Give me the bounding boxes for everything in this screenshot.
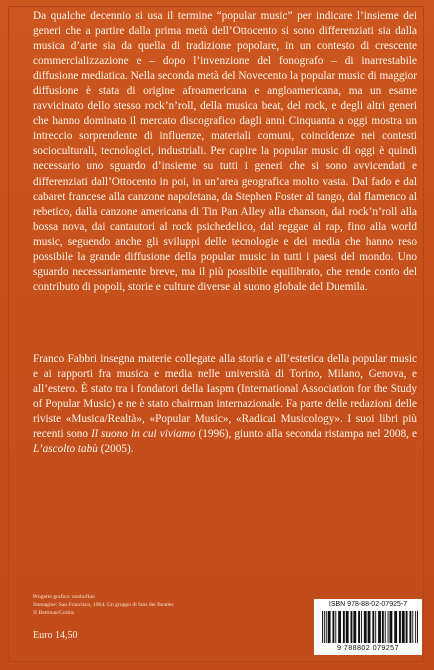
- author-bio: [33, 352, 417, 457]
- barcode-bar: [417, 611, 418, 643]
- barcode-bar: [358, 611, 360, 643]
- barcode-bar: [326, 611, 327, 643]
- book-blurb: Da qualche decennio si usa il termine “popular music” per indicare l’insieme dei generi che a partire dalla prima metà dell’Ottocento si sono differenziati sia dalla musica d’arte sia da quella di tradizione popolare, in un contesto di crescente commercializzazione e – dopo l’invenzione del fonografo – di inarrestabile diffusione mediatica. Nella seconda metà del Novecento la popular music di maggior diffusione è stata di origine afroamericana e angloamericana, ma un esame ravvicinato dello stesso rock’n’roll, della musica beat, del rock, e degli altri generi che hanno dominato il mercato discografico dagli anni Cinquanta a oggi mostra un intreccio sorprendente di influenze, materiali comuni, coincidenze nei contesti socioculturali, tecnologici, industriali. Per capire la popular music di oggi è quindi necessario uno sguardo d’insieme su tutti i generi che si sono avvicendati e differenziati dall’Ottocento in poi, in un’area geografica molto vasta. Dal fado e dal cabaret francese alla canzone napoletana, da Stephen Foster al tango, dal flamenco al rebetico, dalla canzone americana di Tin Pan Alley alla chanson, dal rock’n’roll alla bossa nova, dai cantautori al rock psichedelico, dal reggae al rap, fino alla world music, seguendo anche gli sviluppi delle tecnologie e dei media che hanno reso possibile la grande diffusione della popular music in tutti i paesi del mondo. Uno sguardo necessariamente breve, ma il più possibile equilibrato, che rende conto del contributo di popoli, storie e culture diverse al suono globale del Duemila.: [33, 10, 417, 293]
- barcode-bar: [382, 611, 384, 643]
- isbn-number: ISBN 978-88-02-07925-7: [328, 601, 408, 608]
- barcode-digits: 9 788802 079257: [337, 643, 399, 652]
- barcode-bar: [324, 611, 325, 643]
- barcode-bar: [353, 611, 356, 643]
- barcode-bar: [338, 611, 341, 643]
- barcode-bar: [412, 611, 413, 643]
- barcode-bar: [388, 611, 389, 643]
- barcode-bar: [406, 611, 408, 643]
- book-title-1: Il suono in cui viviamo: [91, 428, 196, 441]
- barcode-bar: [335, 611, 336, 643]
- barcode-bar: [328, 611, 331, 643]
- barcode-bar: [385, 611, 386, 643]
- bio-text-before: Franco Fabbri insegna materie collegate alla storia e all’estetica della popular music e ai rapporti fra musica e media nelle università di Torino, Milano, Genova, e all’estero. È stato tra i fondatori della Iaspm (International Association for the Study of Popular Music) e ne è stato chairman internazionale. Fa parte delle redazioni delle riviste «Musica/Realtà», «Popular Music», «Radical Musicology». I suoi libri più recenti sono: [33, 353, 417, 441]
- credit-image: Immagine: San Francisco, 1964. Un gruppo di fans dei Beatles: [33, 602, 174, 608]
- barcode-bar: [399, 611, 401, 643]
- barcode-bar: [409, 611, 411, 643]
- barcode-bar: [361, 611, 362, 643]
- barcode-bar: [394, 611, 397, 643]
- credit-copyright: © Bettman/Corbis: [33, 610, 75, 616]
- credit-design: Progetto grafico: studiofluo: [33, 594, 95, 600]
- barcode-bar: [368, 611, 371, 643]
- barcode-bar: [378, 611, 381, 643]
- barcode-bar: [351, 611, 353, 643]
- isbn-barcode: [314, 599, 422, 655]
- image-credits: [33, 593, 273, 617]
- barcode-bar: [372, 611, 374, 643]
- price-label: Euro 14,50: [33, 630, 78, 641]
- book-title-2: L’ascolto tabù: [33, 443, 98, 456]
- barcode-bar: [402, 611, 405, 643]
- barcode-bar: [364, 611, 367, 643]
- barcode-bar: [343, 611, 345, 643]
- bio-text-middle: (1996), giunto alla seconda ristampa nel 2008, e: [195, 428, 418, 441]
- barcode-bar: [389, 611, 392, 643]
- barcode-bar: [346, 611, 349, 643]
- barcode-bars: [322, 611, 418, 643]
- bio-text-after: (2005).: [97, 443, 134, 456]
- barcode-bar: [415, 611, 416, 643]
- barcode-bar: [332, 611, 334, 643]
- barcode-bar: [375, 611, 376, 643]
- barcode-bar: [322, 611, 323, 643]
